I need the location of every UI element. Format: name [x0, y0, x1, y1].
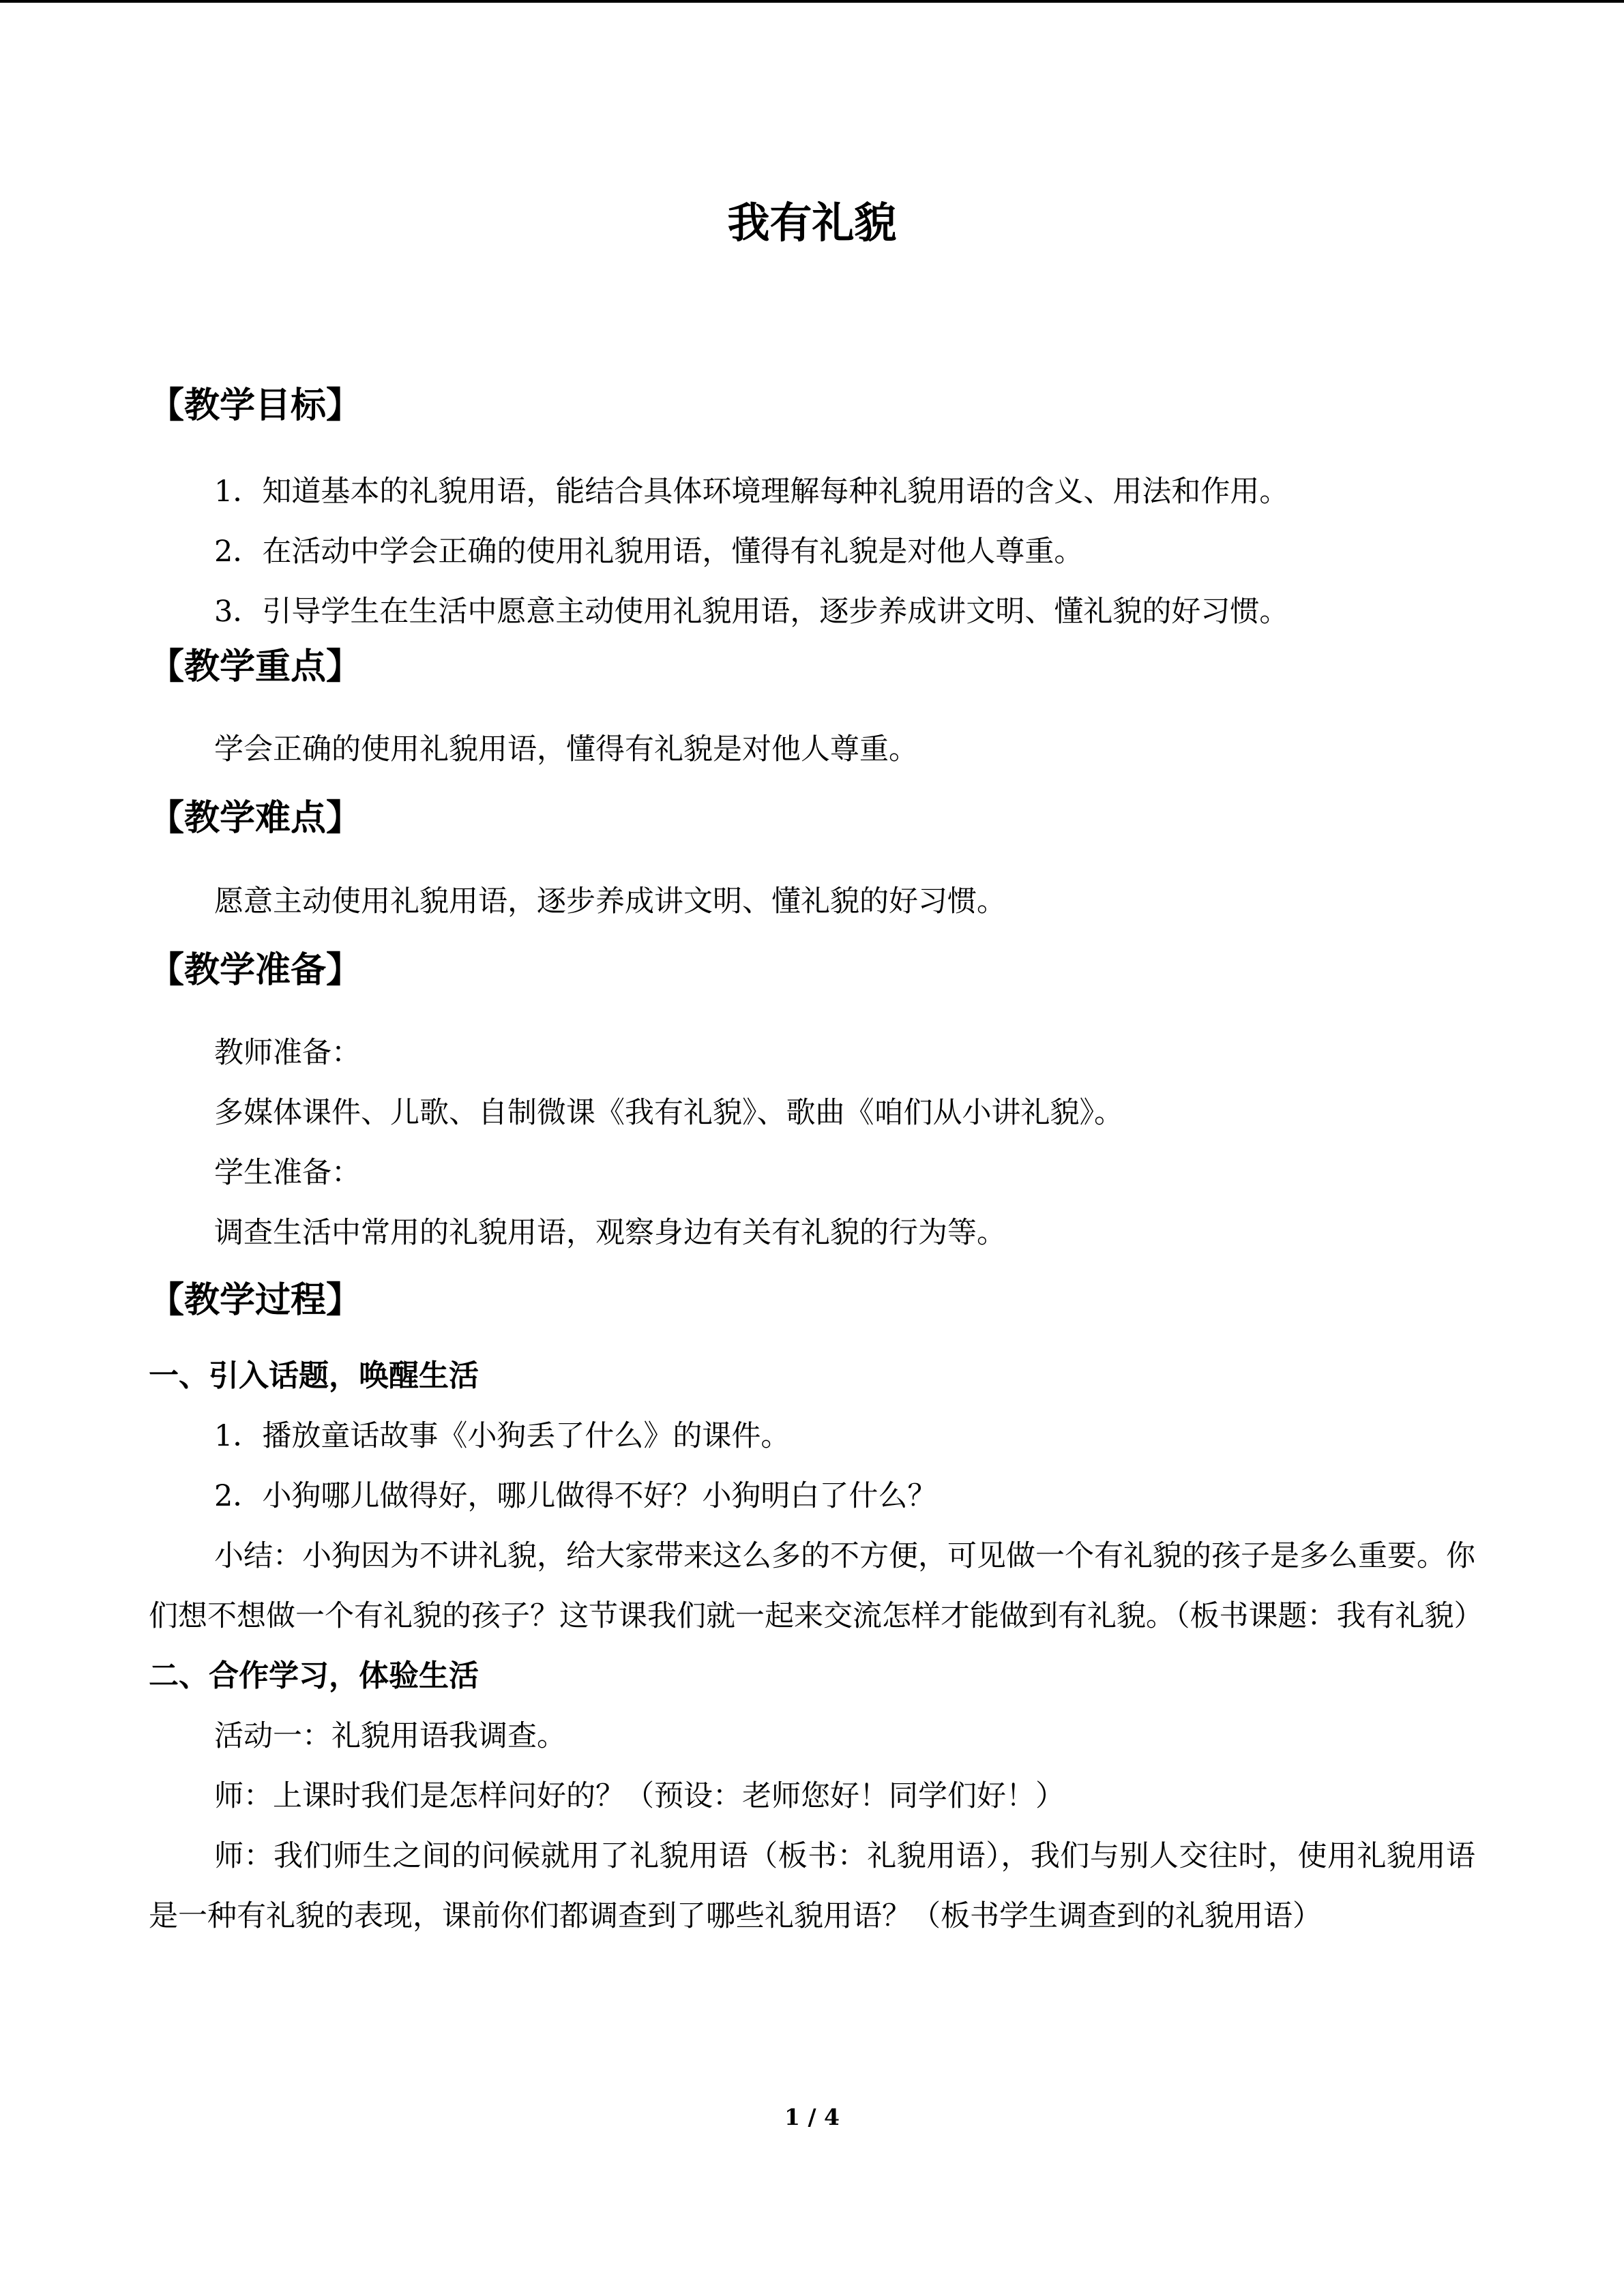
document-title: 我有礼貌: [727, 198, 897, 248]
section-heading-difficulties: 【教学难点】: [149, 798, 362, 839]
process-part2-line-2: 师：上课时我们是怎样问好的？（预设：老师您好！同学们好！）: [214, 1779, 1065, 1814]
objective-item-2: 2．在活动中学会正确的使用礼貌用语，懂得有礼貌是对他人尊重。: [214, 534, 1084, 569]
process-part1-line-1: 1．播放童话故事《小狗丢了什么》的课件。: [214, 1419, 791, 1454]
page-number: 1 / 4: [784, 2104, 840, 2130]
objective-item-3: 3．引导学生在生活中愿意主动使用礼貌用语，逐步养成讲文明、懂礼貌的好习惯。: [214, 594, 1289, 629]
section-heading-process: 【教学过程】: [149, 1279, 362, 1321]
objective-item-1: 1．知道基本的礼貌用语，能结合具体环境理解每种礼貌用语的含义、用法和作用。: [214, 474, 1289, 509]
preparation-student-label: 学生准备：: [214, 1155, 361, 1190]
process-part1-summary: 小结：小狗因为不讲礼貌，给大家带来这么多的不方便，可见做一个有礼貌的孩子是多么重要。你们想不想做一个有礼貌的孩子？这节课我们就一起来交流怎样才能做到有礼貌。（板书课题：我有礼貌）: [149, 1539, 1483, 1634]
section-heading-objectives: 【教学目标】: [149, 385, 362, 427]
section-heading-preparation: 【教学准备】: [149, 949, 362, 991]
key-points-text: 学会正确的使用礼貌用语，懂得有礼貌是对他人尊重。: [214, 732, 918, 767]
process-part2-line-1: 活动一：礼貌用语我调查。: [214, 1719, 566, 1754]
process-part2-heading: 二、合作学习，体验生活: [149, 1658, 479, 1694]
process-part1-line-2: 2．小狗哪儿做得好，哪儿做得不好？小狗明白了什么？: [214, 1479, 937, 1514]
top-border-rule: [0, 0, 1624, 3]
preparation-teacher-label: 教师准备：: [214, 1035, 361, 1070]
section-heading-key-points: 【教学重点】: [149, 646, 362, 687]
difficulties-text: 愿意主动使用礼貌用语，逐步养成讲文明、懂礼貌的好习惯。: [214, 884, 1006, 919]
preparation-student-materials: 调查生活中常用的礼貌用语，观察身边有关有礼貌的行为等。: [214, 1215, 1006, 1250]
document-content: [149, 198, 1483, 1946]
process-part2-paragraph: 师：我们师生之间的问候就用了礼貌用语（板书：礼貌用语），我们与别人交往时，使用礼貌用语是一种有礼貌的表现，课前你们都调查到了哪些礼貌用语？（板书学生调查到的礼貌用语）: [149, 1839, 1475, 1934]
process-part1-heading: 一、引入话题，唤醒生活: [149, 1358, 479, 1394]
preparation-teacher-materials: 多媒体课件、儿歌、自制微课《我有礼貌》、歌曲《咱们从小讲礼貌》。: [214, 1095, 1123, 1130]
